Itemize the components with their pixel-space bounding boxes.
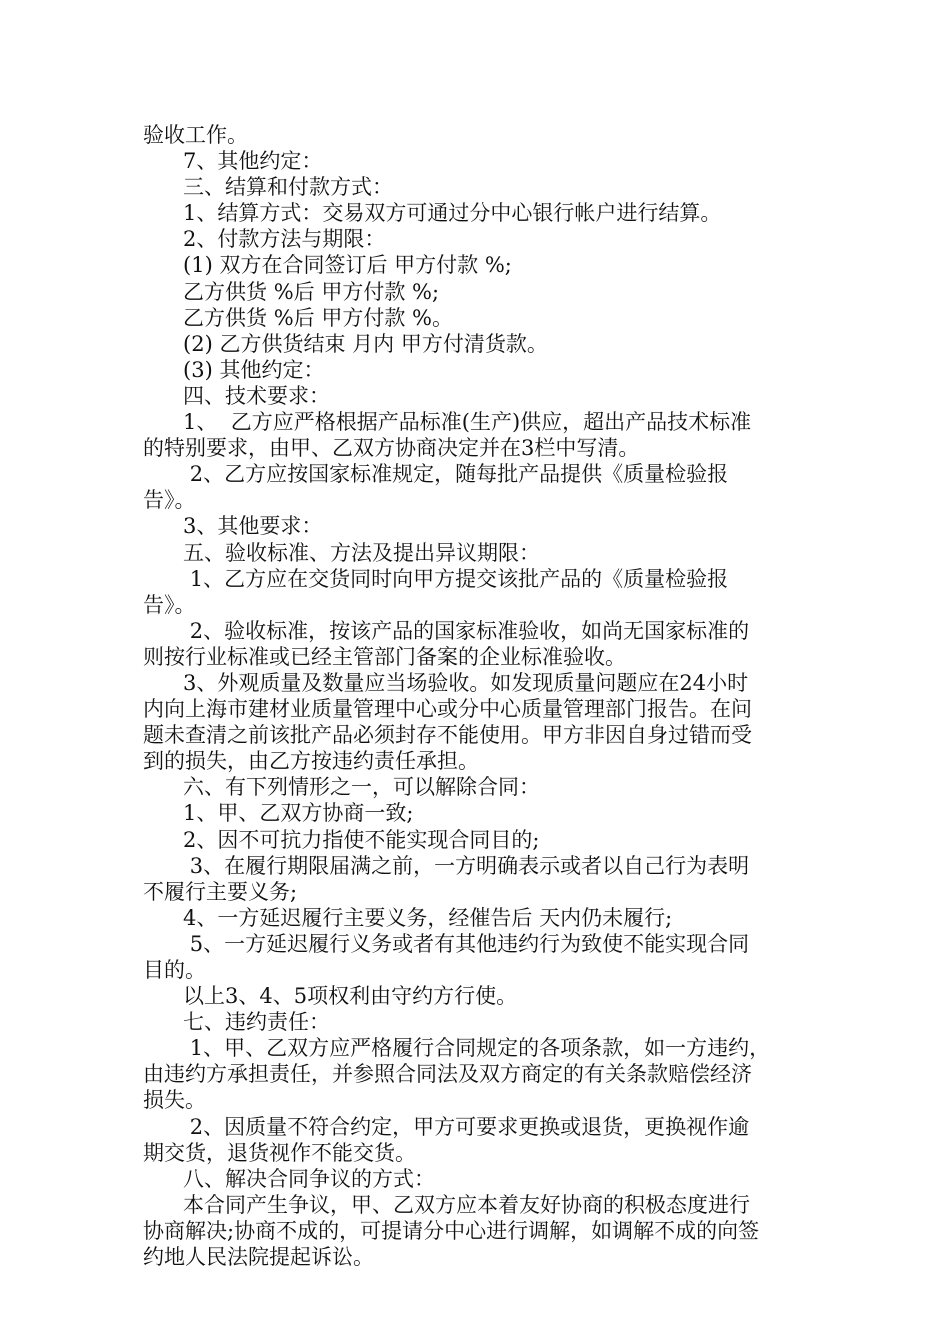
text-line: 4、一方延迟履行主要义务，经催告后 天内仍未履行; <box>143 905 673 930</box>
text-line: 约地人民法院提起诉讼。 <box>143 1245 374 1270</box>
text-line: 协商解决;协商不成的，可提请分中心进行调解，如调解不成的向签 <box>143 1218 760 1243</box>
text-line: 1、结算方式：交易双方可通过分中心银行帐户进行结算。 <box>143 201 722 226</box>
text-line: 2、因质量不符合约定，甲方可要求更换或退货，更换视作逾 <box>143 1114 750 1139</box>
text-line: 2、验收标准，按该产品的国家标准验收，如尚无国家标准的 <box>143 618 750 643</box>
text-line: 期交货，退货视作不能交货。 <box>143 1140 416 1165</box>
text-line: 2、因不可抗力指使不能实现合同目的; <box>143 827 540 852</box>
text-line: 的特别要求，由甲、乙双方协商决定并在3栏中写清。 <box>143 436 640 461</box>
text-line: 3、在履行期限届满之前，一方明确表示或者以自己行为表明 <box>143 853 750 878</box>
text-line: 1、乙方应在交货同时向甲方提交该批产品的《质量检验报 <box>143 566 729 591</box>
text-line: 题未查清之前该批产品必须封存不能使用。甲方非因自身过错而受 <box>143 723 752 748</box>
text-line: 乙方供货 %后 甲方付款 %; <box>143 279 440 304</box>
text-line: 由违约方承担责任，并参照合同法及双方商定的有关条款赔偿经济 <box>143 1062 752 1087</box>
text-line: (3) 其他约定： <box>143 357 325 382</box>
text-line: 损失。 <box>143 1088 206 1113</box>
section-heading: 六、有下列情形之一，可以解除合同： <box>143 775 541 800</box>
text-line: 2、付款方法与期限： <box>143 227 386 252</box>
text-line: 则按行业标准或已经主管部门备案的企业标准验收。 <box>143 644 626 669</box>
text-line: 本合同产生争议，甲、乙双方应本着友好协商的积极态度进行 <box>143 1192 751 1217</box>
section-heading: 三、结算和付款方式： <box>143 175 394 200</box>
text-line: 2、乙方应按国家标准规定，随每批产品提供《质量检验报 <box>143 462 729 487</box>
text-line: 以上3、4、5项权利由守约方行使。 <box>143 984 518 1009</box>
text-line: 告》。 <box>143 592 196 617</box>
text-line: 1、甲、乙双方应严格履行合同规定的各项条款，如一方违约， <box>143 1036 771 1061</box>
contract-body <box>143 122 815 1270</box>
text-line: (1) 双方在合同签订后 甲方付款 %; <box>143 253 512 278</box>
text-line: 1、甲、乙双方协商一致; <box>143 801 414 826</box>
text-line: 目的。 <box>143 958 206 982</box>
text-line: 1、 乙方应严格根据产品标准(生产)供应，超出产品技术标准 <box>143 410 752 435</box>
section-heading: 八、解决合同争议的方式： <box>143 1166 436 1191</box>
text-line: 到的损失，由乙方按违约责任承担。 <box>143 749 479 774</box>
section-heading: 四、技术要求： <box>143 383 331 408</box>
text-line: 内向上海市建材业质量管理中心或分中心质量管理部门报告。在问 <box>143 697 752 722</box>
text-line: 乙方供货 %后 甲方付款 %。 <box>143 305 453 330</box>
text-line: 5、一方延迟履行义务或者有其他违约行为致使不能实现合同 <box>143 931 750 956</box>
text-line: 不履行主要义务; <box>143 879 298 904</box>
text-line: 3、其他要求： <box>143 514 323 539</box>
section-heading: 五、验收标准、方法及提出异议期限： <box>143 540 541 565</box>
text-line: 3、外观质量及数量应当场验收。如发现质量问题应在24小时 <box>143 670 749 695</box>
text-line: 7、其他约定： <box>143 149 323 174</box>
section-heading: 七、违约责任： <box>143 1010 331 1035</box>
text-line: 告》。 <box>143 488 196 513</box>
text-line: (2) 乙方供货结束 月内 甲方付清货款。 <box>143 331 548 356</box>
text-line: 验收工作。 <box>143 123 248 147</box>
